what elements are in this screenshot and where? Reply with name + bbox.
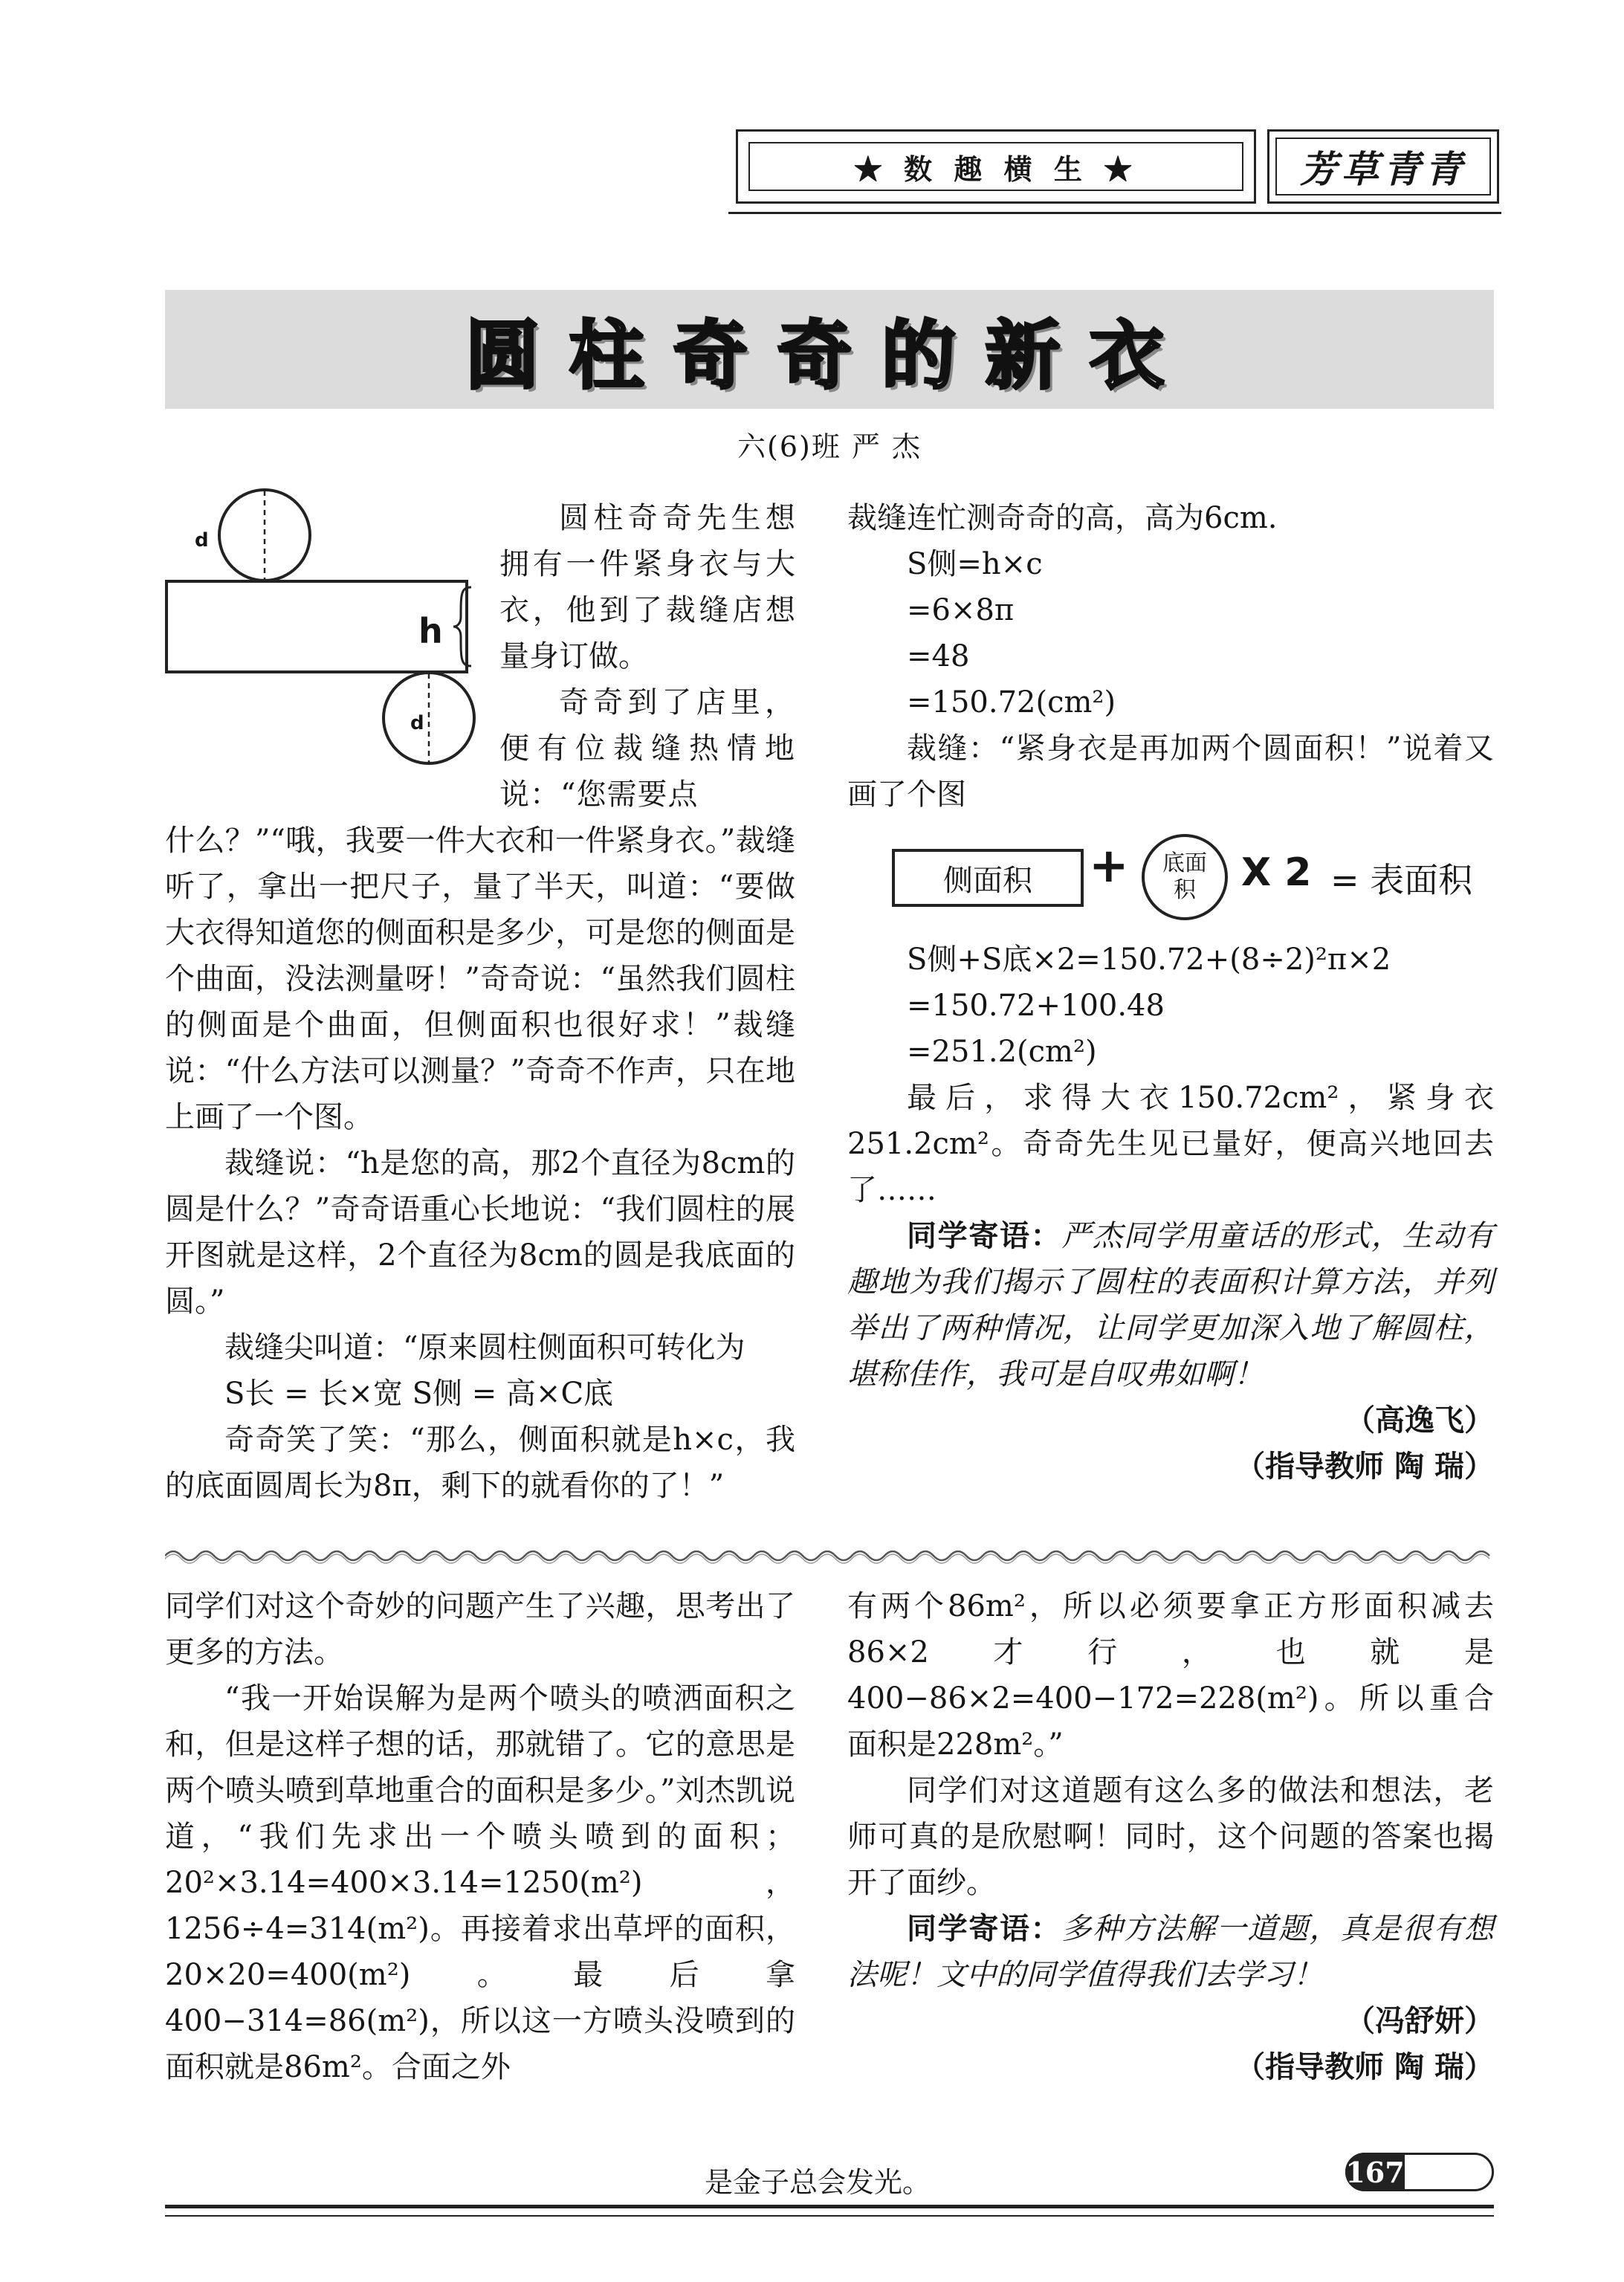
- height-label: h: [418, 611, 443, 651]
- article-author: 六(6)班 严 杰: [737, 430, 922, 463]
- section-name: 芳草青青: [1275, 138, 1491, 195]
- bottom-circle-label: d: [410, 712, 424, 734]
- paragraph: 裁缝说：“h是您的高，那2个直径为8cm的圆是什么？”奇奇语重心长地说：“我们圆柱的展开图就是这样，2个直径为8cm的圆是我底面的圆。”: [165, 1146, 795, 1319]
- lateral-area-box: 侧面积: [892, 849, 1084, 907]
- base-area-label-line2: 积: [1174, 877, 1196, 903]
- formula-line: =6×8π: [907, 593, 1015, 627]
- footer-rule-thin: [165, 2215, 1494, 2217]
- left-column-lower: [165, 1583, 795, 2090]
- formula-line: =150.72(cm²): [907, 685, 1116, 720]
- footer-motto: 是金子总会发光。: [704, 2166, 931, 2199]
- teacher-signature: （指导教师 陶 瑞）: [1235, 2050, 1494, 2084]
- formula-line: =251.2(cm²): [907, 1035, 1097, 1069]
- right-column-lower: [847, 1583, 1494, 2090]
- formula-line: =48: [907, 639, 970, 673]
- comment-text: 严杰同学用童话的形式，生动有趣地为我们揭示了圆柱的表面积计算方法，并列举出了两种情况，让同学更加深入地了解圆柱，堪称佳作，我可是自叹弗如啊！: [847, 1219, 1495, 1391]
- formula-line: =150.72+100.48: [907, 989, 1165, 1023]
- formula-line: S长 = 长×宽 S侧 = 高×C底: [224, 1377, 614, 1411]
- surface-area-result: = 表面积: [1330, 860, 1473, 900]
- header-rule: [728, 212, 1501, 214]
- paragraph: 最后，求得大衣150.72cm²，紧身衣251.2cm²。奇奇先生见已量好，便高兴地回去了……: [847, 1081, 1494, 1207]
- paragraph: 奇奇笑了笑：“那么，侧面积就是h×c，我的底面圆周长为8π，剩下的就看你的了！”: [165, 1423, 795, 1503]
- paragraph: 裁缝连忙测奇奇的高，高为6cm.: [847, 501, 1278, 535]
- column-name: ★ 数 趣 横 生 ★: [748, 142, 1243, 191]
- section-header-box: [1267, 129, 1499, 204]
- paragraph: 有两个86m²，所以必须要拿正方形面积减去86×2才行，也就是400−86×2=400−172=228(m²)。所以重合面积是228m²。”: [847, 1589, 1494, 1762]
- column-header-box: [736, 129, 1256, 204]
- commenter-signature: （冯舒妍）: [1345, 2004, 1494, 2038]
- article-title: 圆柱奇奇的新衣: [465, 311, 1194, 399]
- comment-label: 同学寄语：: [907, 1219, 1062, 1253]
- comment-label: 同学寄语：: [907, 1912, 1062, 1946]
- paragraph: 同学们对这个奇妙的问题产生了兴趣，思考出了更多的方法。: [165, 1589, 795, 1670]
- footer-rule-thick: [165, 2205, 1494, 2208]
- top-circle-label: d: [195, 529, 209, 552]
- paragraph: 圆柱奇奇先生想拥有一件紧身衣与大衣，他到了裁缝店想量身订做。: [499, 501, 795, 673]
- formula-line: S侧=h×c: [907, 547, 1043, 581]
- paragraph: 同学们对这道题有这么多的做法和想法，老师可真的是欣慰啊！同时，这个问题的答案也揭开了面纱。: [847, 1774, 1494, 1900]
- student-comment: [847, 1213, 1494, 1397]
- commenter-signature: （高逸飞）: [1345, 1403, 1494, 1438]
- page-number: 167: [1345, 2153, 1405, 2191]
- diagram-float-space: [165, 495, 499, 792]
- paragraph: 裁缝尖叫道：“原来圆柱侧面积可转化为: [224, 1331, 745, 1365]
- paragraph: “我一开始误解为是两个喷头的喷洒面积之和，但是这样子想的话，那就错了。它的意思是两个喷头喷到草地重合的面积是多少。”刘杰凯说道，“我们先求出一个喷头喷到的面积；20²×3.14=400×3.14=1250(m²)，1256÷4=314(m²)。再接着求出草坪的面积，20×20=400(m²)。最后拿400−314=86(m²)，所以这一方喷头没喷到的面积就是86m²。合面之外: [165, 1681, 795, 2084]
- student-comment: [847, 1906, 1494, 1998]
- right-column-upper: [847, 495, 1494, 1490]
- times-two: X 2: [1241, 850, 1312, 895]
- plus-sign: +: [1089, 838, 1129, 893]
- teacher-signature: （指导教师 陶 瑞）: [1235, 1449, 1494, 1484]
- base-area-label-line1: 底面: [1162, 850, 1207, 876]
- wavy-divider: [165, 1545, 1494, 1567]
- surface-area-diagram: [847, 818, 1494, 937]
- base-area-circle: [1142, 834, 1228, 920]
- paragraph: 什么？”“哦，我要一件大衣和一件紧身衣。”裁缝听了，拿出一把尺子，量了半天，叫道：“要做大衣得知道您的侧面积是多少，可是您的侧面是个曲面，没法测量呀！”奇奇说：“虽然我们圆柱的侧面是个曲面，但侧面积也很好求！”裁缝说：“什么方法可以测量？”奇奇不作声，只在地上画了一个图。: [165, 824, 795, 1134]
- comment-text: 多种方法解一道题，真是很有想法呢！文中的同学值得我们去学习！: [847, 1912, 1495, 1992]
- paragraph: 奇奇到了店里，便有位裁缝热情地说：“您需要点: [499, 685, 795, 812]
- paragraph: 裁缝：“紧身衣是再加两个圆面积！”说着又画了个图: [847, 731, 1494, 812]
- formula-line: S侧+S底×2=150.72+(8÷2)²π×2: [907, 943, 1391, 977]
- left-column-upper: [165, 495, 795, 1509]
